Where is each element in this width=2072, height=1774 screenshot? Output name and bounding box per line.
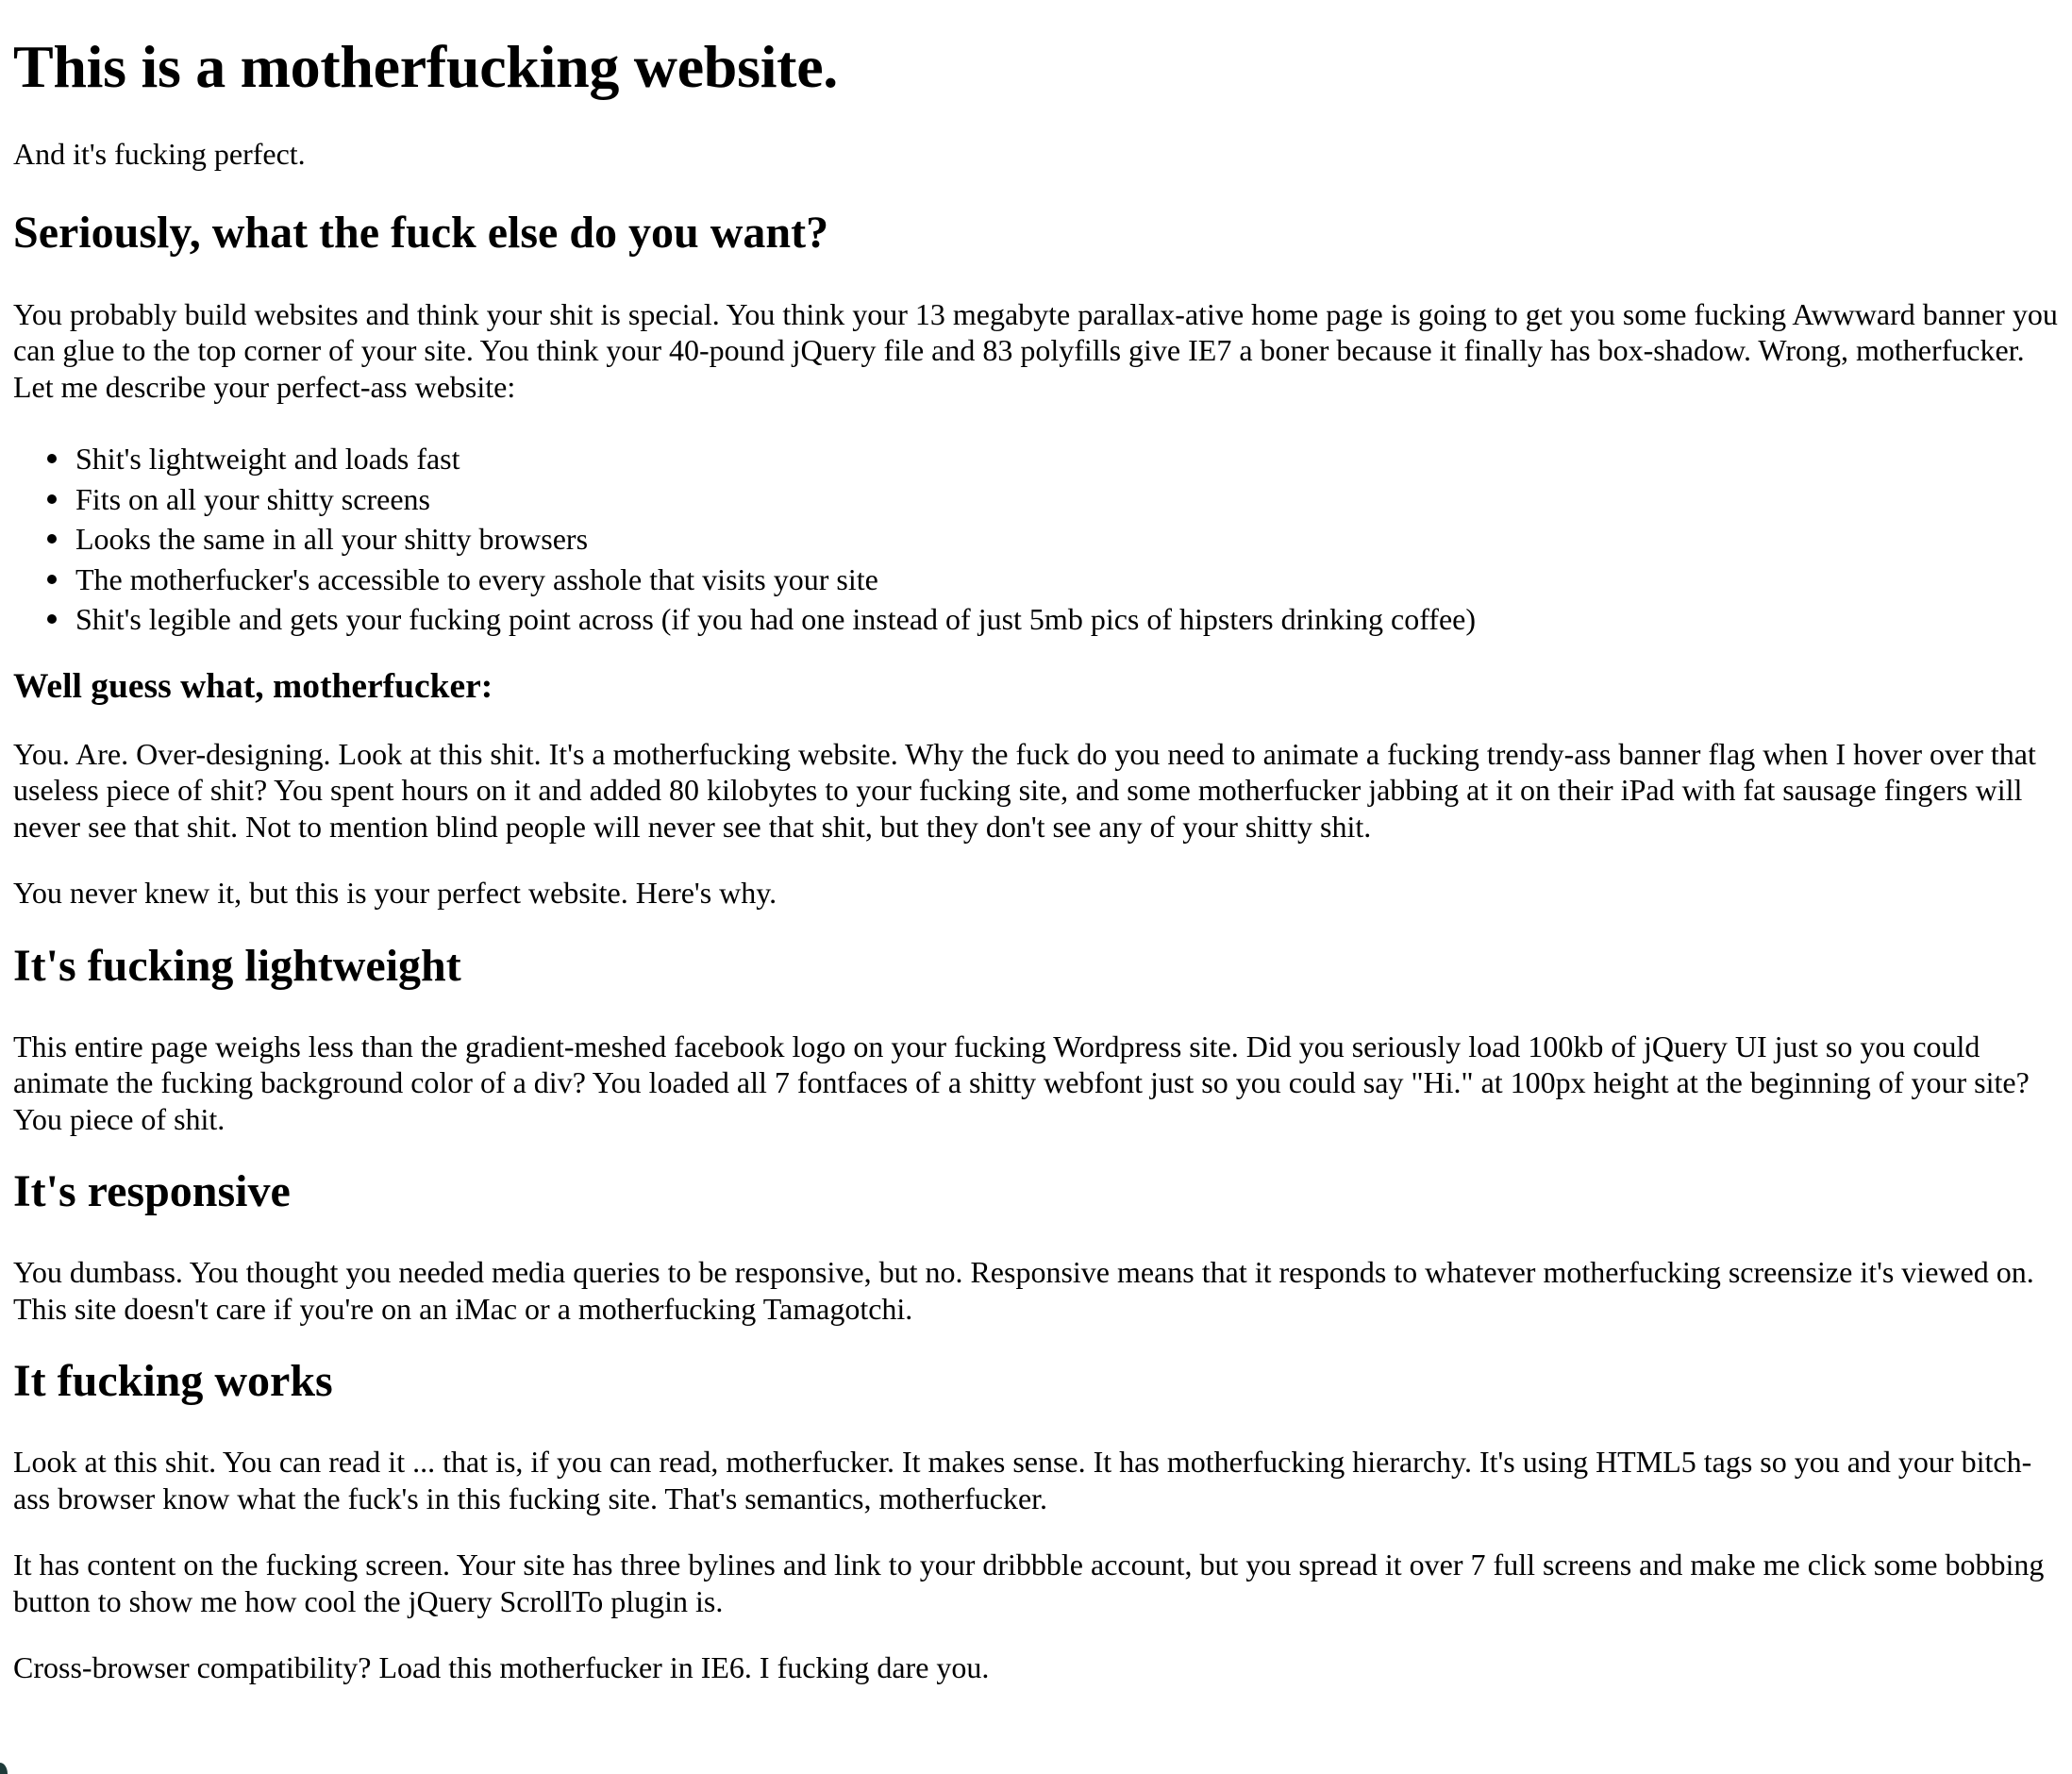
text-line: This site doesn't care if you're on an iMac or a motherfucking Tamagotchi. <box>13 1291 913 1326</box>
list-item-text: Fits on all your shitty screens <box>75 481 430 516</box>
list-item-text: Shit's lightweight and loads fast <box>75 442 460 476</box>
bullet-icon <box>47 575 57 584</box>
page-content <box>13 0 2066 1686</box>
bullet-icon <box>47 614 57 624</box>
text-line: animate the fucking background color of a div? You loaded all 7 fontfaces of a shitty webfont just so you could say "Hi." at 100px height at the beginning of your site? <box>13 1065 2030 1099</box>
heading-well-guess-what: Well guess what, motherfucker: <box>13 666 493 706</box>
text-line: You piece of shit. <box>13 1101 226 1136</box>
intro-paragraph <box>13 296 2066 406</box>
text-line: It has content on the fucking screen. Your site has three bylines and link to your dribbble account, but you spread it over 7 full screens and make me click some bobbing <box>13 1548 2045 1582</box>
bullet-icon <box>47 454 57 463</box>
heading-responsive: It's responsive <box>13 1166 291 1216</box>
heading-lightweight: It's fucking lightweight <box>13 940 461 991</box>
text-line: You probably build websites and think your shit is special. You think your 13 megabyte parallax-ative home page is going to get you some fucking Awwward banner you <box>13 296 2058 331</box>
list-item-text: Shit's legible and gets your fucking point across (if you had one instead of just 5mb pics of hipsters drinking coffee) <box>75 602 1476 636</box>
text-line: Cross-browser compatibility? Load this motherfucker in IE6. I fucking dare you. <box>13 1650 990 1684</box>
list-item <box>75 439 2066 479</box>
text-line: ass browser know what the fuck's in this fucking site. That's semantics, motherfucker. <box>13 1481 1048 1515</box>
list-item-text: The motherfucker's accessible to every asshole that visits your site <box>75 561 878 596</box>
list-item <box>75 519 2066 560</box>
text-line: can glue to the top corner of your site. You think your 40-pound jQuery file and 83 polyfills give IE7 a boner because it finally has box-shadow. Wrong, motherfucker. <box>13 333 2025 367</box>
corner-mark-icon <box>0 1763 8 1774</box>
list-item-text: Looks the same in all your shitty browsers <box>75 522 589 556</box>
bullet-icon <box>47 534 57 544</box>
bullet-icon <box>47 494 57 504</box>
text-line: You dumbass. You thought you needed media queries to be responsive, but no. Responsive means that it responds to whatever motherfucking screensize it's viewed on. <box>13 1255 2034 1289</box>
list-item <box>75 599 2066 640</box>
content-paragraph <box>13 1547 2066 1619</box>
overdesigning-paragraph <box>13 736 2066 845</box>
cross-browser-paragraph <box>13 1649 2066 1686</box>
lightweight-paragraph <box>13 1029 2066 1138</box>
text-line: button to show me how cool the jQuery ScrollTo plugin is. <box>13 1583 724 1618</box>
text-line: You never knew it, but this is your perfect website. Here's why. <box>13 876 777 910</box>
perfect-website-paragraph <box>13 875 2066 912</box>
works-paragraph <box>13 1444 2066 1516</box>
text-line: Look at this shit. You can read it ... that is, if you can read, motherfucker. It makes sense. It has motherfucking hierarchy. It's using HTML5 tags so you and your bitch- <box>13 1445 2032 1479</box>
text-line: Let me describe your perfect-ass website: <box>13 369 516 404</box>
heading-seriously: Seriously, what the fuck else do you want? <box>13 207 829 258</box>
heading-works: It fucking works <box>13 1356 333 1406</box>
lead-paragraph: And it's fucking perfect. <box>13 137 306 171</box>
text-line: useless piece of shit? You spent hours on it and added 80 kilobytes to your fucking site, and some motherfucker jabbing at it on their iPad with fat sausage fingers will <box>13 773 2023 807</box>
text-line: This entire page weighs less than the gradient-meshed facebook logo on your fucking Wordpress site. Did you seriously load 100kb of jQuery UI just so you could <box>13 1029 1980 1063</box>
page-title: This is a motherfucking website. <box>13 33 838 100</box>
responsive-paragraph <box>13 1254 2066 1327</box>
list-item <box>75 479 2066 520</box>
perfect-website-list <box>13 439 2066 640</box>
text-line: You. Are. Over-designing. Look at this shit. It's a motherfucking website. Why the fuck do you need to animate a fucking trendy-ass banner flag when I hover over that <box>13 736 2036 771</box>
text-line: never see that shit. Not to mention blind people will never see that shit, but they don't see any of your shitty shit. <box>13 809 1372 844</box>
list-item <box>75 560 2066 600</box>
